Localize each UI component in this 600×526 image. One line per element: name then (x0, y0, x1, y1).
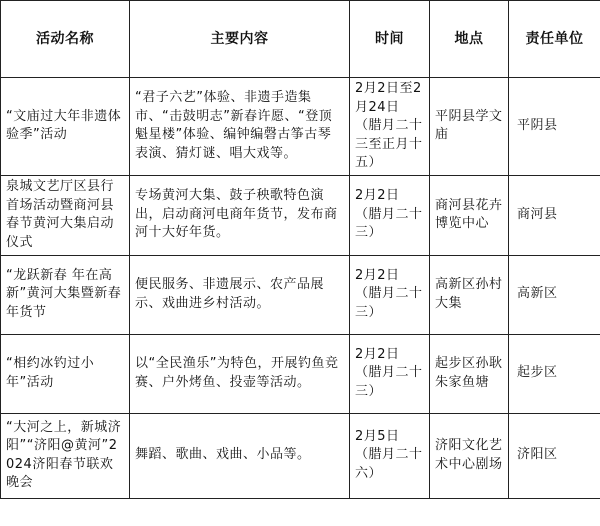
table-row (1, 78, 600, 176)
cell-time: 2月2日（腊月二十三） (350, 334, 430, 413)
cell-time: 2月2日至2月24日（腊月二十三至正月十五） (350, 78, 430, 176)
table-row (1, 413, 600, 498)
header-responsible-unit: 责任单位 (509, 1, 600, 78)
cell-responsible-unit: 济阳区 (509, 413, 600, 498)
cell-main-content: “君子六艺”体验、非遗手造集市、“击鼓明志”新春许愿、“登顶魁星楼”体验、编钟编磬古筝古琴表演、猜灯谜、唱大戏等。 (130, 78, 350, 176)
table-row (1, 175, 600, 255)
cell-activity-name: “大河之上，新城济阳”“济阳@黄河”2024济阳春节联欢晚会 (1, 413, 130, 498)
cell-activity-name: 泉城文艺厅区县行首场活动暨商河县春节黄河大集启动仪式 (1, 175, 130, 255)
cell-main-content: 以“全民渔乐”为特色，开展钓鱼竞赛、户外烤鱼、投壶等活动。 (130, 334, 350, 413)
cell-location: 济阳文化艺术中心剧场 (430, 413, 509, 498)
cell-responsible-unit: 起步区 (509, 334, 600, 413)
cell-location: 平阴县学文庙 (430, 78, 509, 176)
cell-activity-name: “文庙过大年非遗体验季”活动 (1, 78, 130, 176)
cell-main-content: 便民服务、非遗展示、农产品展示、戏曲进乡村活动。 (130, 255, 350, 334)
cell-location: 起步区孙耿朱家鱼塘 (430, 334, 509, 413)
cell-time: 2月2日（腊月二十三） (350, 255, 430, 334)
cell-location: 高新区孙村大集 (430, 255, 509, 334)
table-header-row (1, 1, 600, 78)
cell-activity-name: “相约冰钓过小年”活动 (1, 334, 130, 413)
cell-time: 2月2日（腊月二十三） (350, 175, 430, 255)
header-activity-name: 活动名称 (1, 1, 130, 78)
cell-responsible-unit: 商河县 (509, 175, 600, 255)
header-time: 时间 (350, 1, 430, 78)
cell-main-content: 舞蹈、歌曲、戏曲、小品等。 (130, 413, 350, 498)
table-row (1, 255, 600, 334)
cell-responsible-unit: 平阴县 (509, 78, 600, 176)
cell-activity-name: “龙跃新春 年在高新”黄河大集暨新春年货节 (1, 255, 130, 334)
cell-time: 2月5日（腊月二十六） (350, 413, 430, 498)
header-main-content: 主要内容 (130, 1, 350, 78)
cell-responsible-unit: 高新区 (509, 255, 600, 334)
table-row (1, 334, 600, 413)
cell-main-content: 专场黄河大集、鼓子秧歌特色演出，启动商河电商年货节，发布商河十大好年货。 (130, 175, 350, 255)
header-location: 地点 (430, 1, 509, 78)
cell-location: 商河县花卉博览中心 (430, 175, 509, 255)
